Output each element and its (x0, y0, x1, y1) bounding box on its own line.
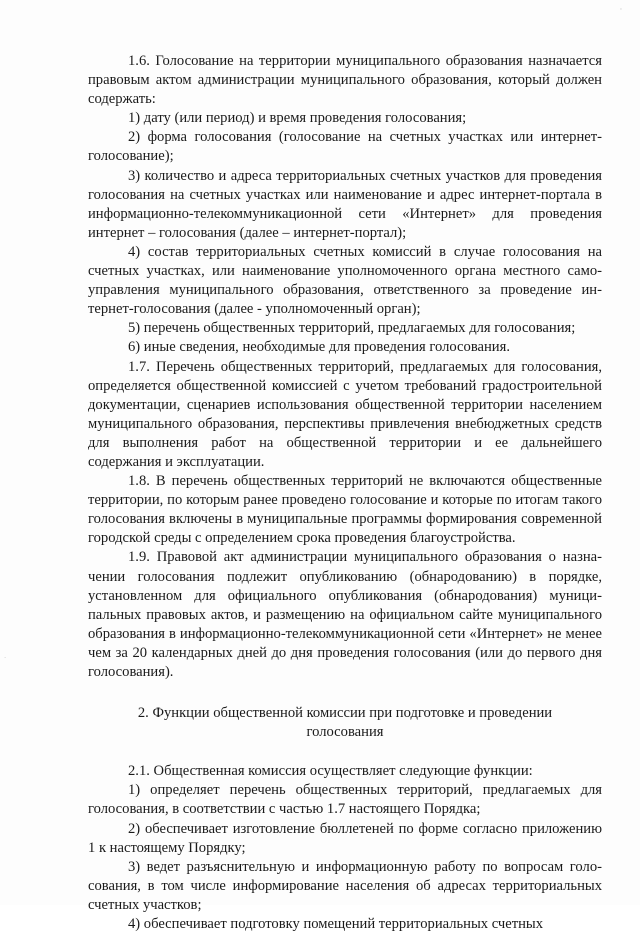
list-item: 3) количество и адреса территориальных счетных участков для проведения голосования на счетных участках или наименование и адрес интернет-портала в информационно-телекоммуникационной сети «Интернет» для проведения интернет – голосования (далее – интернет-портал); (88, 167, 602, 241)
paragraph-2-1: 2.1. Общественная комиссия осуществляет следующие функции: (128, 763, 533, 780)
list-item: 4) обеспечивает подготовку помещений территориальных счетных (128, 916, 544, 933)
list-item: 2) форма голосования (голосование на счетных участках или интернет-голосование); (88, 129, 602, 165)
paragraph-1-7: 1.7. Перечень общественных территорий, предлагаемых для голосования, определяется общественной комиссией с учетом требований градостроительной документации, сценариев использования общественной территории населением муниципального образования, перспективы привлечения внебюджетных средств для выполнения работ на общественной территории и ее дальнейшего содержания и эксплуатации. (88, 358, 602, 470)
list-item: 5) перечень общественных территорий, предлагаемых для голосования; (128, 320, 576, 337)
list-item: 4) состав территориальных счетных комиссий в случае голосования на счетных участках, или наименование уполномоченного органа местного самоуправления муниципального образования, ответственного за проведение интернет-голосования (далее - уполномоченный орган); (88, 243, 602, 318)
paragraph-1-9: 1.9. Правовой акт администрации муниципального образования о назначении голосования подлежит опубликованию (обнародованию) в порядке, установленном для официального опубликования (обнародования) муниципальных правовых актов, и размещению на официальном сайте муниципального образования в информационно-телекоммуникационной сети «Интернет» не менее чем за 20 календарных дней до дня проведения голосования (или до первого дня голосования). (88, 549, 602, 680)
list-item: 3) ведет разъяснительную и информационную работу по вопросам голосования, в том числе информирование населения об адресах территориальных счетных участков; (88, 858, 602, 913)
scan-speck: · (4, 654, 7, 662)
list-item: 6) иные сведения, необходимые для проведения голосования. (128, 339, 510, 356)
section-heading: 2. Функции общественной комиссии при подготовке и проведении голосования (137, 705, 553, 741)
list-item: 1) дату (или период) и время проведения голосования; (128, 110, 467, 127)
scan-speck: ' (620, 7, 622, 15)
list-item: 1) определяет перечень общественных территорий, предлагаемых для голосования, в соответствии с частью 1.7 настоящего Порядка; (88, 782, 602, 818)
document-body (88, 52, 602, 934)
paragraph-1-8: 1.8. В перечень общественных территорий не включаются общественные территории, по которым ранее проведено голосование и которые по итогам такого голосования включены в муниципальные программы формирования современной городской среды с определением срока проведения благоустройства. (88, 473, 602, 547)
paragraph-1-6: 1.6. Голосование на территории муниципального образования назначается правовым актом администрации муниципального образования, который должен содержать: (88, 53, 602, 108)
list-item: 2) обеспечивает изготовление бюллетеней по форме согласно приложению 1 к настоящему Порядку; (88, 820, 602, 856)
